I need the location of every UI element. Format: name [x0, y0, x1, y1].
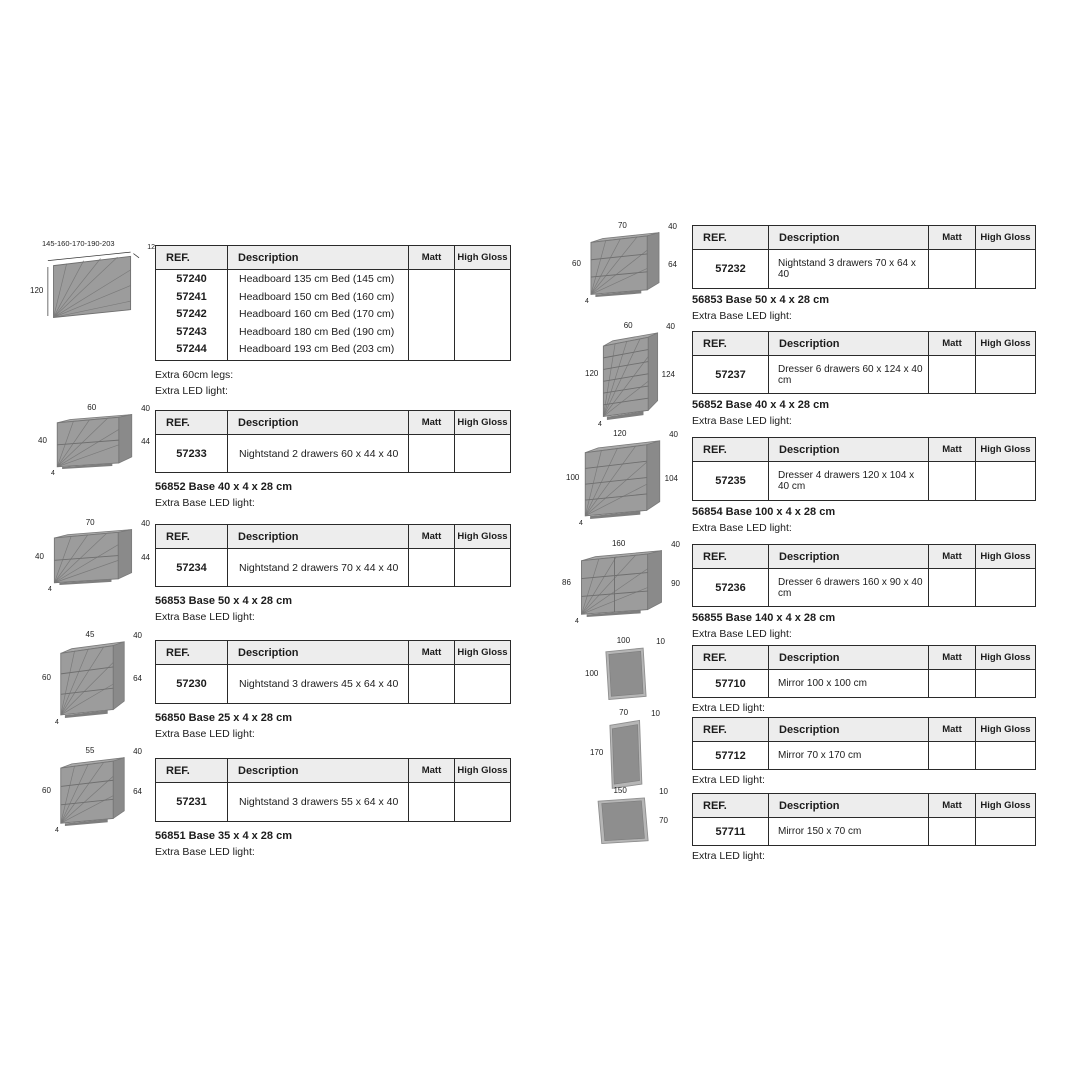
- dimension-label: 55: [85, 746, 95, 755]
- note: Extra Base LED light:: [155, 728, 255, 740]
- headboard-drawing: [46, 250, 140, 321]
- matt-header: Matt: [929, 646, 976, 670]
- nightstand-drawing: [51, 529, 135, 585]
- dimension-label: 120: [585, 369, 599, 379]
- high-gloss-cell: [976, 250, 1036, 289]
- dimension-label: 120: [613, 429, 627, 438]
- ref-cell: 57712: [693, 742, 769, 770]
- ref-header: REF.: [693, 646, 769, 670]
- dimension-label: 100: [585, 668, 599, 678]
- spec-table: [692, 717, 1036, 770]
- description-cell: Dresser 4 drawers 120 x 104 x 40 cm: [769, 462, 929, 501]
- dimension-label: 90: [671, 578, 680, 588]
- base-note: 56853 Base 50 x 4 x 28 cm: [155, 595, 293, 607]
- dimension-label: 40: [669, 430, 678, 439]
- description-cell: Nightstand 3 drawers 55 x 64 x 40: [228, 783, 409, 822]
- base-note: 56852 Base 40 x 4 x 28 cm: [155, 481, 293, 493]
- dimension-label: 45: [85, 630, 95, 639]
- section-nightstand-57232: [692, 225, 1035, 323]
- ref-header: REF.: [693, 226, 769, 250]
- description-cell: Nightstand 2 drawers 70 x 44 x 40: [228, 549, 409, 587]
- description-cell: Mirror 100 x 100 cm: [769, 670, 929, 698]
- description-header: Description: [769, 646, 929, 670]
- nightstand-drawing: [58, 757, 127, 826]
- matt-cell: [929, 462, 976, 501]
- high-gloss-header: High Gloss: [976, 226, 1036, 250]
- dimension-label: 10: [651, 709, 660, 718]
- high-gloss-header: High Gloss: [455, 246, 511, 270]
- base-note: 56853 Base 50 x 4 x 28 cm: [692, 294, 830, 306]
- description-cell: Dresser 6 drawers 160 x 90 x 40 cm: [769, 569, 929, 607]
- ref-cell: 57710: [693, 670, 769, 698]
- ref-cell: 57234: [156, 549, 228, 587]
- dresser-diagram: [566, 430, 678, 526]
- dimension-label: 40: [133, 747, 142, 756]
- high-gloss-cell: [976, 670, 1036, 698]
- note: Extra LED light:: [692, 850, 765, 862]
- nightstand-diagram: [38, 404, 150, 476]
- description-header: Description: [228, 411, 409, 435]
- description-cell: Nightstand 3 drawers 70 x 64 x 40: [769, 250, 929, 289]
- ref-header: REF.: [156, 759, 228, 783]
- nightstand-drawing: [588, 232, 662, 297]
- dimension-label: 4: [48, 586, 52, 593]
- note: Extra LED light:: [692, 774, 765, 786]
- high-gloss-header: High Gloss: [976, 438, 1036, 462]
- matt-header: Matt: [929, 226, 976, 250]
- dresser-drawing: [601, 332, 660, 420]
- section-dresser-57236: [692, 544, 1035, 641]
- dimension-label: 100: [566, 473, 580, 483]
- ref-cell: 57231: [156, 783, 228, 822]
- matt-header: Matt: [929, 438, 976, 462]
- description-header: Description: [769, 545, 929, 569]
- dimension-label: 44: [141, 552, 150, 562]
- dimension-label: 60: [572, 258, 581, 268]
- dimension-label: 70: [85, 518, 95, 527]
- matt-header: Matt: [929, 545, 976, 569]
- ref-cell: 57230: [156, 665, 228, 704]
- description-header: Description: [228, 246, 409, 270]
- note: Extra Base LED light:: [155, 611, 255, 623]
- dresser-diagram: [562, 540, 680, 624]
- high-gloss-cell: [976, 569, 1036, 607]
- high-gloss-header: High Gloss: [976, 646, 1036, 670]
- dimension-label: 4: [55, 827, 59, 834]
- section-dresser-57235: [692, 437, 1035, 535]
- nightstand-diagram: [572, 222, 677, 304]
- dimension-label: 70: [619, 708, 629, 717]
- note: Extra Base LED light:: [155, 846, 255, 858]
- base-note: 56852 Base 40 x 4 x 28 cm: [692, 399, 830, 411]
- spec-table: [692, 645, 1036, 698]
- dimension-label: 4: [575, 618, 579, 625]
- section-nightstand-57231: [155, 758, 510, 859]
- high-gloss-header: High Gloss: [455, 759, 511, 783]
- dimension-label: 44: [141, 437, 150, 447]
- dimension-label: 40: [38, 436, 47, 446]
- dimension-label: 40: [666, 322, 675, 331]
- dimension-label: 160: [611, 539, 626, 548]
- spec-table: [692, 544, 1036, 607]
- base-note: 56855 Base 140 x 4 x 28 cm: [692, 612, 836, 624]
- description-header: Description: [769, 718, 929, 742]
- ref-cell: 57711: [693, 818, 769, 846]
- base-note: 56851 Base 35 x 4 x 28 cm: [155, 830, 293, 842]
- high-gloss-header: High Gloss: [455, 411, 511, 435]
- high-gloss-header: High Gloss: [976, 718, 1036, 742]
- ref-cell: 57235: [693, 462, 769, 501]
- high-gloss-header: High Gloss: [976, 545, 1036, 569]
- dimension-label: 4: [51, 470, 55, 477]
- high-gloss-cell: [976, 462, 1036, 501]
- ref-header: REF.: [156, 641, 228, 665]
- nightstand-drawing: [58, 641, 127, 718]
- description-cell: Dresser 6 drawers 60 x 124 x 40 cm: [769, 356, 929, 394]
- dimension-label: 120: [30, 285, 44, 295]
- description-header: Description: [228, 641, 409, 665]
- matt-cell: [929, 818, 976, 846]
- ref-cell: 57237: [693, 356, 769, 394]
- description-cell: Mirror 70 x 170 cm: [769, 742, 929, 770]
- matt-cell: [409, 665, 455, 704]
- note: Extra 60cm legs:: [155, 368, 234, 381]
- dimension-label: 70: [659, 816, 668, 826]
- section-mirror-57710: [692, 645, 1035, 715]
- dimension-label: 150: [613, 786, 627, 795]
- description-header: Description: [769, 438, 929, 462]
- dimension-label: 40: [35, 551, 44, 561]
- nightstand-diagram: [42, 631, 142, 725]
- high-gloss-cell: [976, 356, 1036, 394]
- matt-header: Matt: [409, 411, 455, 435]
- ref-header: REF.: [693, 545, 769, 569]
- description-header: Description: [769, 794, 929, 818]
- ref-cell: 57232: [693, 250, 769, 289]
- headboard-diagram: [30, 240, 155, 328]
- matt-header: Matt: [929, 332, 976, 356]
- section-nightstand-57234: [155, 524, 510, 624]
- ref-cell: 57240 57241 57242 57243 57244: [156, 270, 228, 361]
- spec-table: [155, 640, 511, 704]
- section-mirror-57712: [692, 717, 1035, 787]
- note: Extra Base LED light:: [692, 628, 792, 640]
- dimension-label: 4: [55, 719, 59, 726]
- base-note: 56854 Base 100 x 4 x 28 cm: [692, 506, 836, 518]
- spec-table: [692, 437, 1036, 501]
- dimension-label: 86: [562, 577, 571, 587]
- matt-cell: [409, 783, 455, 822]
- section-headboards: [155, 245, 510, 398]
- dimension-label: 104: [664, 474, 678, 484]
- matt-cell: [409, 435, 455, 473]
- nightstand-diagram: [35, 519, 150, 592]
- dresser-diagram: [585, 322, 675, 427]
- high-gloss-header: High Gloss: [455, 525, 511, 549]
- note: Extra LED light:: [692, 702, 765, 714]
- matt-cell: [409, 549, 455, 587]
- matt-header: Matt: [409, 759, 455, 783]
- matt-cell: [929, 250, 976, 289]
- spec-table: [155, 524, 511, 587]
- description-header: Description: [228, 525, 409, 549]
- high-gloss-cell: [455, 270, 511, 361]
- matt-header: Matt: [929, 794, 976, 818]
- section-nightstand-57230: [155, 640, 510, 741]
- section-dresser-57237: [692, 331, 1035, 428]
- mirror-drawing: [606, 719, 645, 789]
- ref-header: REF.: [693, 332, 769, 356]
- dimension-label: 10: [659, 787, 668, 796]
- note: Extra LED light:: [155, 384, 228, 397]
- description-cell: Nightstand 3 drawers 45 x 64 x 40: [228, 665, 409, 704]
- dimension-label: 60: [42, 673, 51, 683]
- spec-table: [692, 331, 1036, 394]
- high-gloss-cell: [455, 783, 511, 822]
- note: Extra Base LED light:: [692, 415, 792, 427]
- description-cell: Headboard 135 cm Bed (145 cm) Headboard 150 cm Bed (160 cm) Headboard 160 cm Bed (170 cm) Headboard 180 cm Bed (190 cm) Headboard 193 cm Bed (203 cm): [228, 270, 409, 361]
- description-header: Description: [769, 332, 929, 356]
- mirror-diagram: [590, 709, 660, 796]
- spec-table: [692, 793, 1036, 846]
- ref-header: REF.: [156, 246, 228, 270]
- dimension-label: 4: [585, 298, 589, 305]
- mirror-drawing: [601, 647, 650, 700]
- matt-cell: [929, 569, 976, 607]
- matt-cell: [409, 270, 455, 361]
- dimension-label: 70: [617, 221, 627, 230]
- note: Extra Base LED light:: [692, 310, 792, 322]
- dimension-label: 100: [616, 636, 631, 645]
- dimension-label: 64: [133, 786, 142, 796]
- description-cell: Nightstand 2 drawers 60 x 44 x 40: [228, 435, 409, 473]
- ref-header: REF.: [156, 411, 228, 435]
- spec-table: [155, 245, 511, 361]
- matt-header: Matt: [929, 718, 976, 742]
- high-gloss-header: High Gloss: [976, 332, 1036, 356]
- spec-table: [692, 225, 1036, 289]
- ref-header: REF.: [693, 718, 769, 742]
- ref-header: REF.: [693, 438, 769, 462]
- dimension-label: 4: [579, 520, 583, 527]
- dimension-label: 12: [147, 244, 155, 251]
- matt-header: Matt: [409, 641, 455, 665]
- section-mirror-57711: [692, 793, 1035, 863]
- dimension-label: 40: [141, 519, 150, 528]
- ref-header: REF.: [156, 525, 228, 549]
- description-header: Description: [769, 226, 929, 250]
- mirror-drawing: [592, 797, 653, 844]
- nightstand-drawing: [54, 414, 135, 469]
- dresser-drawing: [582, 440, 663, 519]
- high-gloss-cell: [455, 665, 511, 704]
- ref-cell: 57233: [156, 435, 228, 473]
- spec-table: [155, 758, 511, 822]
- dresser-drawing: [578, 550, 665, 617]
- dimension-label: 64: [133, 674, 142, 684]
- high-gloss-cell: [976, 742, 1036, 770]
- section-nightstand-57233: [155, 410, 510, 510]
- note: Extra Base LED light:: [155, 497, 255, 509]
- dimension-label: 145-160-170-190-203: [42, 239, 115, 248]
- matt-cell: [929, 670, 976, 698]
- high-gloss-cell: [455, 435, 511, 473]
- matt-header: Matt: [409, 246, 455, 270]
- high-gloss-cell: [976, 818, 1036, 846]
- note: Extra Base LED light:: [692, 522, 792, 534]
- dimension-label: 124: [661, 370, 675, 380]
- dimension-label: 60: [623, 321, 633, 330]
- base-note: 56850 Base 25 x 4 x 28 cm: [155, 712, 293, 724]
- description-header: Description: [228, 759, 409, 783]
- dimension-label: 170: [590, 748, 604, 758]
- nightstand-diagram: [42, 747, 142, 833]
- high-gloss-header: High Gloss: [455, 641, 511, 665]
- dimension-label: 64: [668, 259, 677, 269]
- dimension-label: 10: [656, 637, 665, 646]
- dimension-label: 40: [133, 631, 142, 640]
- spec-table: [155, 410, 511, 473]
- matt-cell: [929, 742, 976, 770]
- mirror-diagram: [576, 787, 668, 851]
- matt-header: Matt: [409, 525, 455, 549]
- high-gloss-header: High Gloss: [976, 794, 1036, 818]
- dimension-label: 4: [598, 421, 602, 428]
- dimension-label: 40: [671, 540, 680, 549]
- dimension-label: 40: [668, 222, 677, 231]
- description-cell: Mirror 150 x 70 cm: [769, 818, 929, 846]
- dimension-label: 40: [141, 404, 150, 413]
- matt-cell: [929, 356, 976, 394]
- dimension-label: 60: [42, 785, 51, 795]
- mirror-diagram: [585, 637, 665, 707]
- ref-cell: 57236: [693, 569, 769, 607]
- dimension-label: 60: [87, 403, 97, 412]
- ref-header: REF.: [693, 794, 769, 818]
- high-gloss-cell: [455, 549, 511, 587]
